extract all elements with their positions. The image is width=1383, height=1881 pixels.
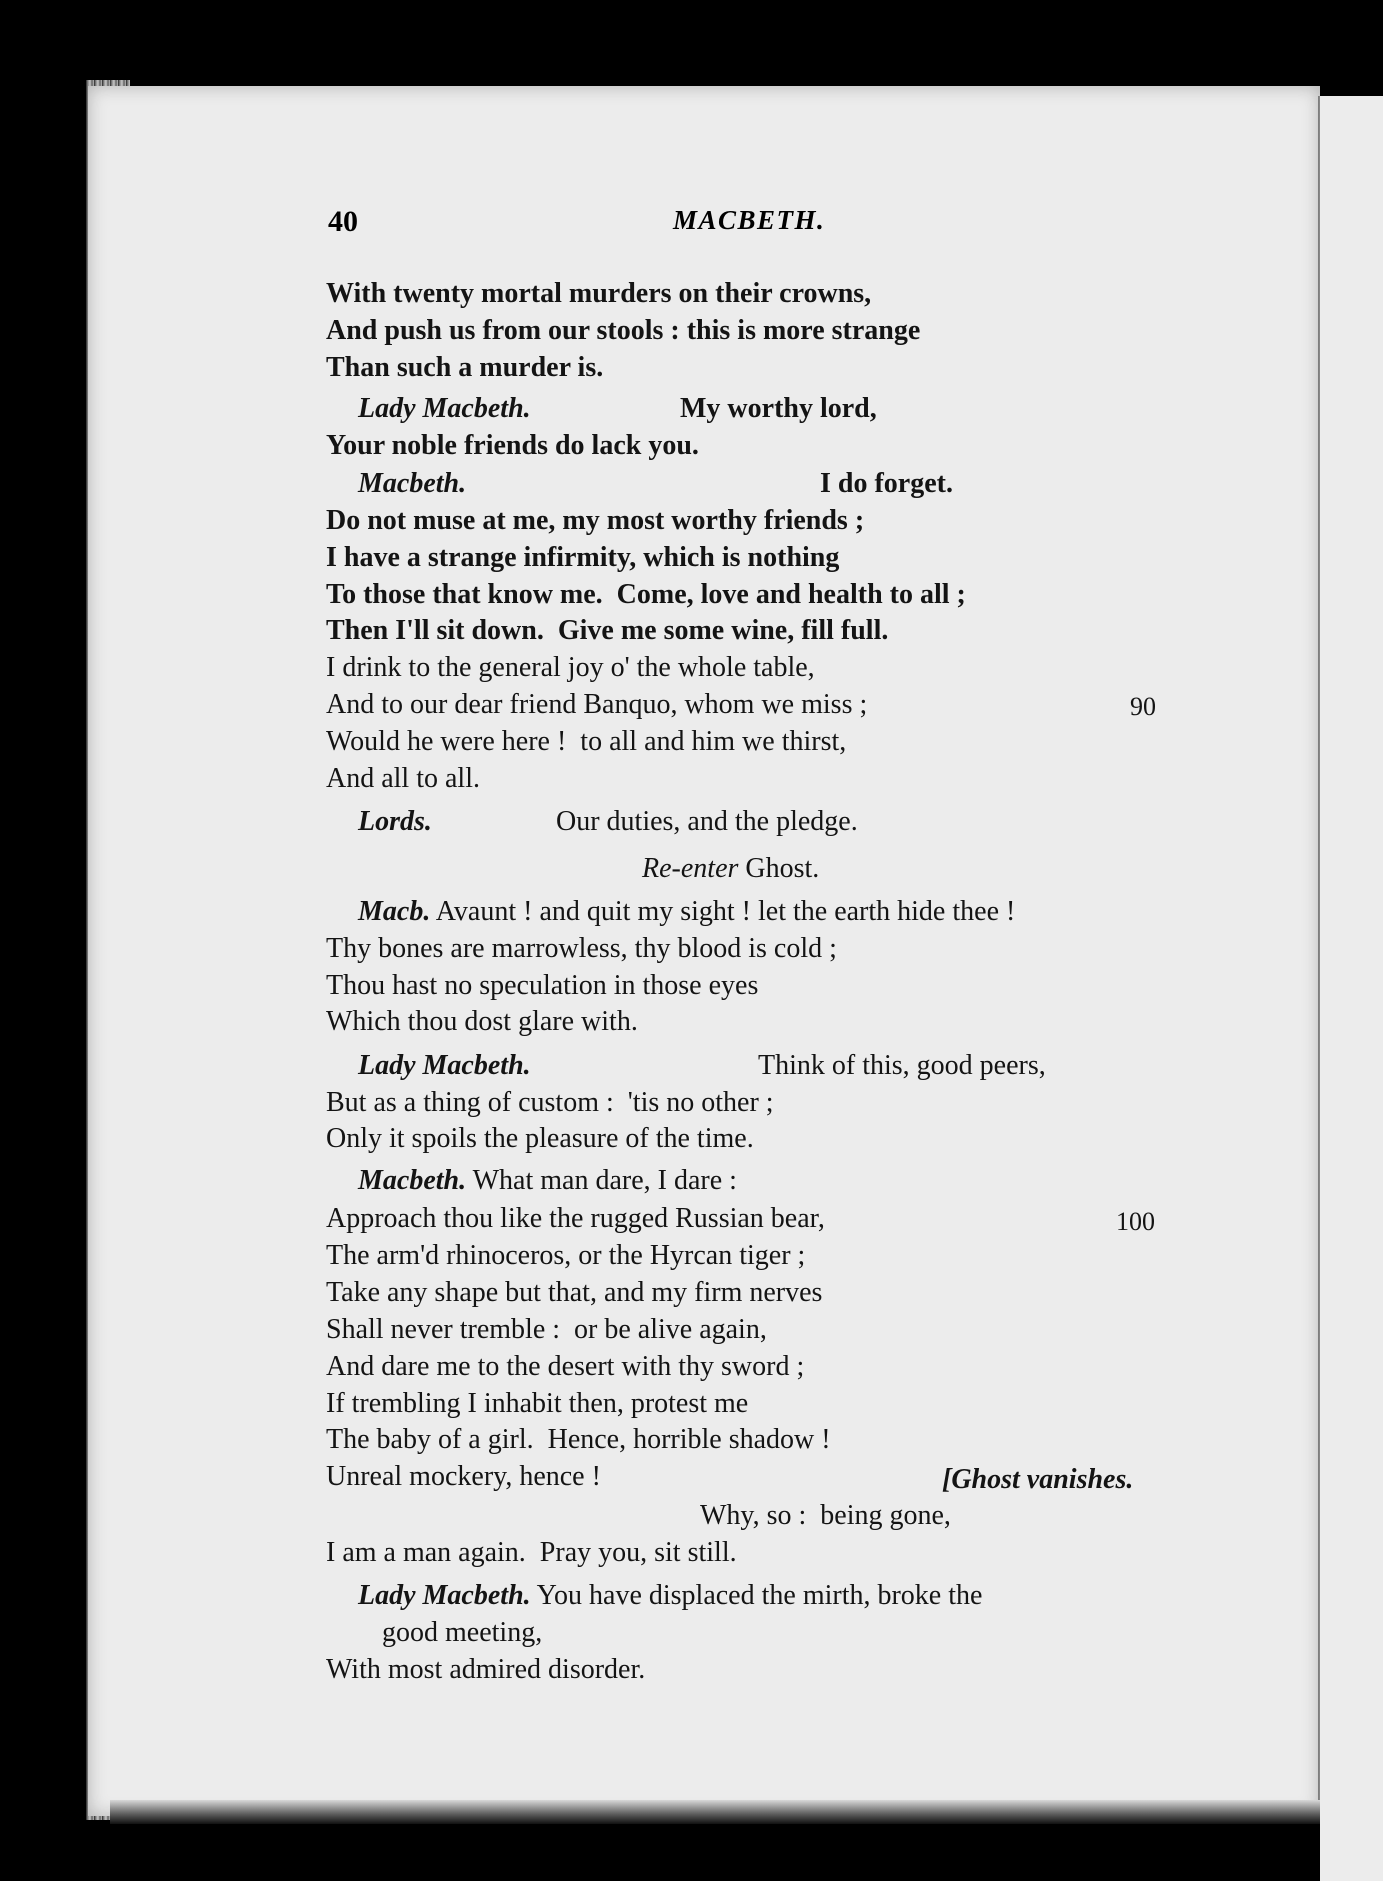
verse-line: good meeting, [382,1617,543,1648]
speech-text: Avaunt ! and quit my sight ! let the earth hide thee ! [430,896,1016,927]
verse-line: Approach thou like the rugged Russian bear, [326,1203,825,1234]
verse-line [358,1165,737,1197]
running-header [328,205,1198,245]
verse-line: The baby of a girl. Hence, horrible shadow ! [326,1424,831,1455]
verse-line: I am a man again. Pray you, sit still. [326,1537,737,1568]
verse-line: Shall never tremble : or be alive again, [326,1314,767,1345]
verse-line [358,1580,982,1612]
verse-line: And all to all. [326,763,480,794]
speaker-name: Lady Macbeth. [358,393,531,424]
speaker-name: Lords. [358,806,432,837]
verse-line: Which thou dost glare with. [326,1006,638,1037]
stage-direction-italic: Re-enter [642,853,739,884]
verse-line: Than such a murder is. [326,352,604,383]
book-edge-bottom [110,1800,1320,1824]
verse-line: And push us from our stools : this is more strange [326,315,921,346]
verse-line: The arm'd rhinoceros, or the Hyrcan tiger ; [326,1240,806,1271]
speech-text: You have displaced the mirth, broke the [530,1580,983,1611]
page-number: 40 [328,205,358,238]
verse-line: I drink to the general joy o' the whole table, [326,652,815,683]
speaker-name: Macbeth. [358,468,467,499]
verse-line [358,896,1015,928]
speech-text: What man dare, I dare : [466,1165,737,1196]
verse-line: Unreal mockery, hence ! [326,1461,601,1492]
verse-line: Think of this, good peers, [758,1050,1046,1081]
verse-line: Only it spoils the pleasure of the time. [326,1123,754,1154]
verse-line: I do forget. [820,468,953,499]
verse-line: Thy bones are marrowless, thy blood is cold ; [326,933,837,964]
verse-line: With most admired disorder. [326,1654,646,1685]
verse-line: Why, so : being gone, [700,1500,951,1531]
verse-line: With twenty mortal murders on their crowns, [326,278,872,309]
verse-line: My worthy lord, [680,393,877,424]
verse-line: To those that know me. Come, love and health to all ; [326,579,966,610]
speaker-name: Lady Macbeth. [358,1580,531,1611]
stage-direction [642,853,819,885]
running-title: MACBETH. [673,205,826,235]
verse-line: Your noble friends do lack you. [326,430,699,461]
verse-line: Would he were here ! to all and him we thirst, [326,726,847,757]
speaker-name: Macb. [358,896,431,927]
stage-direction-text: Ghost. [738,853,820,884]
verse-line: Then I'll sit down. Give me some wine, fill full. [326,615,889,646]
verse-line: Our duties, and the pledge. [556,806,858,837]
verse-line: Do not muse at me, my most worthy friends ; [326,505,865,536]
verse-line: I have a strange infirmity, which is nothing [326,542,840,573]
verse-line: And dare me to the desert with thy sword ; [326,1351,805,1382]
line-number: 100 [1116,1207,1155,1236]
verse-line: But as a thing of custom : 'tis no other ; [326,1087,774,1118]
speaker-name: Macbeth. [358,1165,467,1196]
facing-page-edge [1320,96,1383,1881]
verse-line: If trembling I inhabit then, protest me [326,1388,749,1419]
verse-line: And to our dear friend Banquo, whom we miss ; [326,689,868,720]
speaker-name: Lady Macbeth. [358,1050,531,1081]
stage-direction: [Ghost vanishes. [942,1464,1134,1495]
verse-line: Thou hast no speculation in those eyes [326,970,759,1001]
line-number: 90 [1130,692,1156,721]
verse-line: Take any shape but that, and my firm nerves [326,1277,823,1308]
